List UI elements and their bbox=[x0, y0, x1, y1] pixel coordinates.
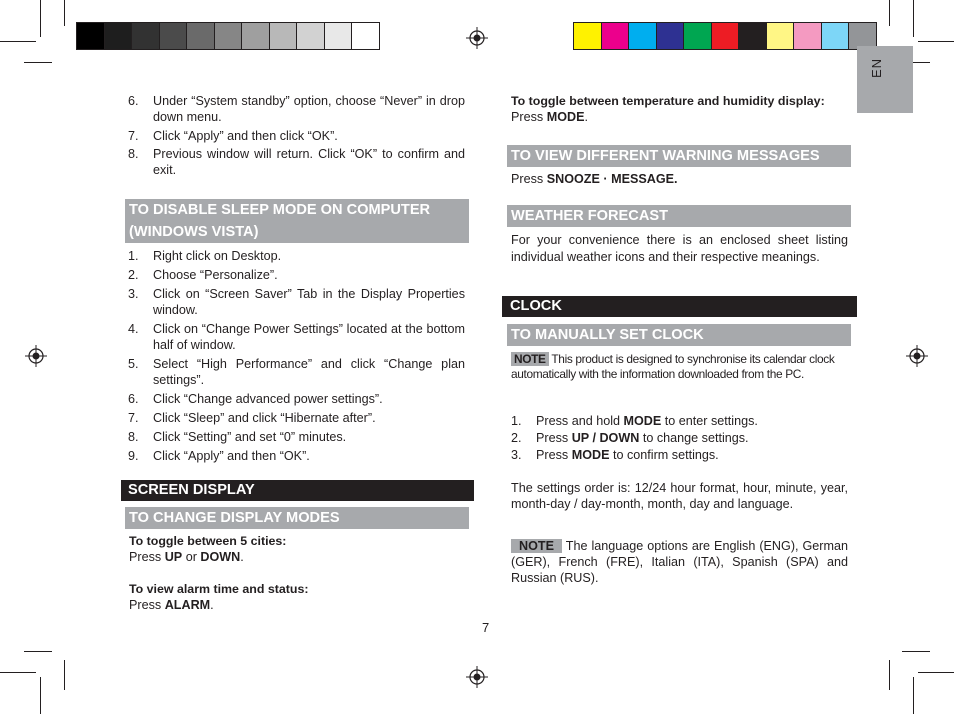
list-item: 1. Right click on Desktop. bbox=[128, 249, 282, 263]
forecast-text: For your convenience there is an enclosed sheet listing individual weather icons and their respective meanings. bbox=[511, 233, 848, 264]
vista-steps-list bbox=[128, 248, 465, 464]
list-item: 7. Click “Apply” and then click “OK”. bbox=[128, 129, 338, 143]
color-swatch bbox=[324, 22, 353, 50]
list-item: 4. Click on “Change Power Settings” located at the bottom half of window. bbox=[128, 322, 465, 352]
color-swatch bbox=[269, 22, 298, 50]
list-item: 3. Click on “Screen Saver” Tab in the Display Properties window. bbox=[128, 287, 465, 317]
note-badge: NOTE bbox=[511, 539, 562, 553]
registration-mark-icon bbox=[906, 345, 928, 367]
list-item: 2. Press UP / DOWN to change settings. bbox=[511, 431, 749, 445]
top-steps-list bbox=[128, 93, 465, 178]
list-item: 8. Click “Setting” and set “0” minutes. bbox=[128, 430, 347, 444]
registration-mark-icon bbox=[466, 666, 488, 688]
color-swatch bbox=[159, 22, 188, 50]
color-swatch bbox=[601, 22, 630, 50]
color-swatch bbox=[628, 22, 657, 50]
page-number: 7 bbox=[482, 620, 490, 635]
settings-order-text: The settings order is: 12/24 hour format, hour, minute, year, month-day / day-month, month, day and language. bbox=[511, 481, 848, 511]
list-item: 8. Previous window will return. Click “OK” to confirm and exit. bbox=[128, 147, 465, 177]
color-swatch bbox=[738, 22, 767, 50]
color-swatch bbox=[656, 22, 685, 50]
note-sync: NOTE This product is designed to synchronise its calendar clock automatically with the information downloaded from the PC. bbox=[511, 352, 835, 381]
note-languages: NOTE The language options are English (ENG), German (GER), French (FRE), Italian (ITA), Spanish (SPA) and Russian (RUS). bbox=[511, 539, 848, 585]
color-swatch bbox=[793, 22, 822, 50]
list-item: 5. Select “High Performance” and click “Change plan settings”. bbox=[128, 357, 465, 387]
color-swatch bbox=[131, 22, 160, 50]
instruction: Press MODE. bbox=[511, 110, 588, 124]
instruction: Press UP or DOWN. bbox=[129, 550, 244, 564]
registration-mark-icon bbox=[466, 27, 488, 49]
list-item: 1. Press and hold MODE to enter settings. bbox=[511, 414, 758, 428]
color-swatch bbox=[214, 22, 243, 50]
section-heading-forecast: WEATHER FORECAST bbox=[507, 205, 851, 227]
list-item: 9. Click “Apply” and then “OK”. bbox=[128, 449, 310, 463]
color-swatch bbox=[573, 22, 602, 50]
section-heading-clock: CLOCK bbox=[502, 296, 857, 317]
language-tab bbox=[857, 46, 913, 113]
subheading: To view alarm time and status: bbox=[129, 582, 309, 596]
display-modes-text bbox=[129, 533, 466, 613]
color-swatch bbox=[76, 22, 105, 50]
section-heading-change-modes: TO CHANGE DISPLAY MODES bbox=[125, 507, 469, 529]
clock-steps-list bbox=[511, 413, 848, 463]
section-heading-warning: TO VIEW DIFFERENT WARNING MESSAGES bbox=[507, 145, 851, 167]
registration-mark-icon bbox=[25, 345, 47, 367]
section-heading-vista: TO DISABLE SLEEP MODE ON COMPUTER (WINDOWS VISTA) bbox=[125, 199, 469, 243]
color-swatch bbox=[241, 22, 270, 50]
section-heading-manual-clock: TO MANUALLY SET CLOCK bbox=[507, 324, 851, 346]
section-heading-screen-display: SCREEN DISPLAY bbox=[121, 480, 474, 501]
list-item: 6. Under “System standby” option, choose “Never” in drop down menu. bbox=[128, 94, 465, 124]
note-badge: NOTE bbox=[511, 352, 549, 366]
subheading: To toggle between 5 cities: bbox=[129, 534, 287, 548]
language-tab-label: EN bbox=[869, 57, 884, 78]
list-item: 3. Press MODE to confirm settings. bbox=[511, 448, 719, 462]
instruction: Press SNOOZE · MESSAGE. bbox=[511, 172, 678, 186]
color-swatch bbox=[186, 22, 215, 50]
temperature-toggle-text bbox=[511, 93, 849, 125]
list-item: 2. Choose “Personalize”. bbox=[128, 268, 278, 282]
color-swatch bbox=[104, 22, 133, 50]
color-swatch bbox=[351, 22, 380, 50]
list-item: 7. Click “Sleep” and click “Hibernate after”. bbox=[128, 411, 376, 425]
subheading: To toggle between temperature and humidity display: bbox=[511, 94, 825, 108]
color-swatch bbox=[711, 22, 740, 50]
color-swatch bbox=[683, 22, 712, 50]
instruction: Press ALARM. bbox=[129, 598, 214, 612]
color-swatch bbox=[766, 22, 795, 50]
color-swatch bbox=[821, 22, 850, 50]
color-swatch bbox=[296, 22, 325, 50]
list-item: 6. Click “Change advanced power settings”. bbox=[128, 392, 383, 406]
